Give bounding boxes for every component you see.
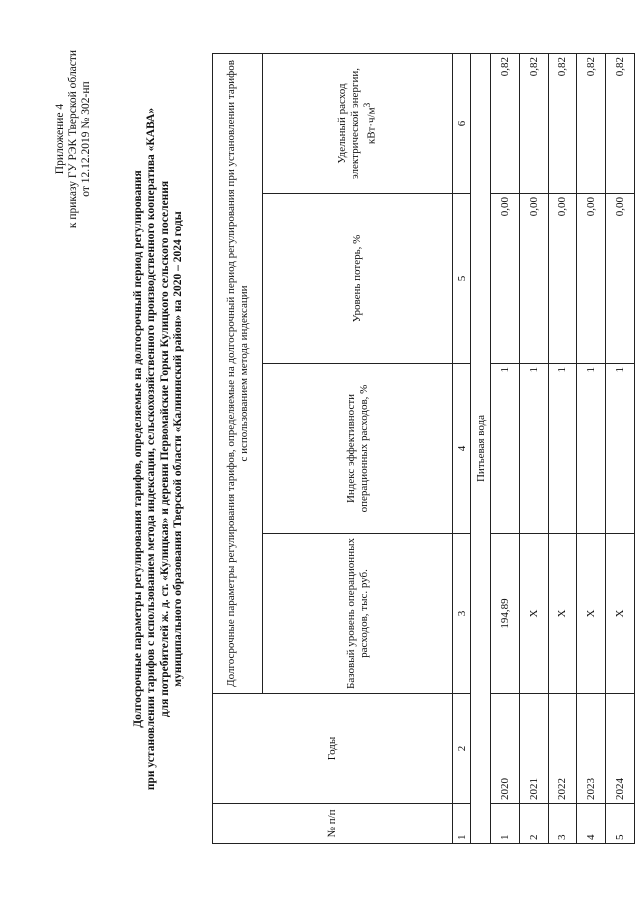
table-row — [548, 53, 577, 843]
row-energy: 0,82 — [519, 53, 548, 193]
document-title — [132, 54, 186, 844]
row-loss: 0,00 — [548, 194, 577, 364]
row-year: 2024 — [606, 694, 635, 804]
table-row — [606, 53, 635, 843]
col-number-1: 1 — [453, 804, 471, 844]
column-number-row — [453, 53, 471, 843]
header-energy-sup: 3 — [362, 102, 373, 108]
col-number-5: 5 — [453, 194, 471, 364]
row-base: Х — [606, 534, 635, 694]
row-index: 1 — [548, 364, 577, 534]
header-energy — [263, 53, 453, 193]
col-number-2: 2 — [453, 694, 471, 804]
row-loss: 0,00 — [577, 194, 606, 364]
title-line-2: при установлении тарифов с использованием метода индексации, сельскохозяйственного производственного кооператива «КАВА» — [145, 107, 158, 791]
section-drinking-water: Питьевая вода — [471, 53, 491, 843]
table-row — [519, 53, 548, 843]
title-line-1: Долгосрочные параметры регулирования тарифов, определяемые на долгосрочный период регулирования — [132, 170, 144, 728]
row-base: Х — [577, 534, 606, 694]
table-row — [491, 53, 520, 843]
row-num: 1 — [491, 804, 520, 844]
row-num: 2 — [519, 804, 548, 844]
header-num: № п/п — [213, 804, 453, 844]
col-number-3: 3 — [453, 534, 471, 694]
header-group: Долгосрочные параметры регулирования тарифов, определяемые на долгосрочный период регулирования при установлении тарифов с использованием метода индексации — [213, 53, 263, 693]
row-index: 1 — [606, 364, 635, 534]
annex-line-3: от 12.12.2019 № 302-нп — [80, 81, 92, 197]
row-num: 5 — [606, 804, 635, 844]
row-index: 1 — [519, 364, 548, 534]
row-loss: 0,00 — [491, 194, 520, 364]
row-energy: 0,82 — [606, 53, 635, 193]
annex-line-2: к приказу ГУ РЭК Тверской области — [67, 49, 79, 229]
row-loss: 0,00 — [519, 194, 548, 364]
annex-line-1: Приложение 4 — [54, 103, 66, 175]
row-year: 2020 — [491, 694, 520, 804]
row-base: Х — [519, 534, 548, 694]
row-energy: 0,82 — [491, 53, 520, 193]
header-base: Базовый уровень операционных расходов, тыс. руб. — [263, 534, 453, 694]
header-energy-main: Удельный расход электрической энергии, — [336, 68, 361, 179]
header-index: Индекс эффективности операционных расходов, % — [263, 364, 453, 534]
row-loss: 0,00 — [606, 194, 635, 364]
row-year: 2021 — [519, 694, 548, 804]
tariff-table — [212, 53, 635, 844]
section-row — [471, 53, 491, 843]
row-year: 2023 — [577, 694, 606, 804]
header-row-group — [213, 53, 263, 843]
row-base: Х — [548, 534, 577, 694]
header-loss: Уровень потерь, % — [263, 194, 453, 364]
row-index: 1 — [491, 364, 520, 534]
header-energy-unit: кВт·ч/м — [366, 107, 379, 145]
annex-block — [54, 14, 93, 264]
title-line-3: для потребителей ж. д. ст. «Кулицкая» и деревни Первомайские Горки Кулицкого сельского поселения — [158, 180, 171, 718]
header-years: Годы — [213, 694, 453, 804]
row-index: 1 — [577, 364, 606, 534]
title-line-4: муниципального образования Тверской области «Калининский район» на 2020 – 2024 годы — [172, 211, 185, 687]
row-num: 3 — [548, 804, 577, 844]
row-base: 194,89 — [491, 534, 520, 694]
col-number-4: 4 — [453, 364, 471, 534]
col-number-6: 6 — [453, 53, 471, 193]
row-year: 2022 — [548, 694, 577, 804]
row-energy: 0,82 — [548, 53, 577, 193]
row-num: 4 — [577, 804, 606, 844]
table-row — [577, 53, 606, 843]
row-energy: 0,82 — [577, 53, 606, 193]
